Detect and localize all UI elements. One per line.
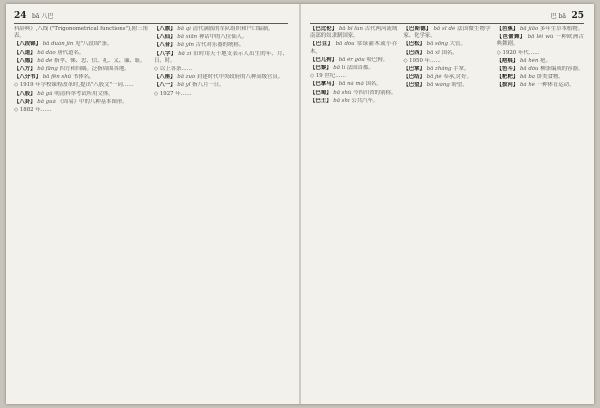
definition: 多年生草本植物。	[539, 26, 584, 32]
headword: 【八座】	[154, 74, 176, 81]
left-page	[6, 4, 296, 404]
headword: 【八段锦】	[14, 41, 41, 48]
right-page-header	[310, 9, 584, 24]
left-page-columns	[14, 26, 288, 398]
pinyin: bá hé	[519, 82, 535, 89]
dictionary-entry	[154, 91, 288, 98]
text-column	[14, 26, 148, 398]
dictionary-entry	[154, 66, 288, 73]
definition: 一种欧洲古典舞剧。	[496, 34, 584, 48]
definition: 清代满族的军队组织和户口编制。	[192, 26, 274, 32]
dictionary-entry	[154, 51, 288, 65]
definition: 公共汽车。	[351, 97, 379, 104]
dictionary-entry	[497, 34, 584, 48]
dictionary-entry	[403, 66, 490, 73]
dictionary-entry	[14, 74, 148, 81]
pinyin: bā lí	[333, 65, 346, 72]
pinyin: bā sōng	[426, 41, 448, 48]
pinyin: bā shì	[333, 97, 350, 104]
definition: 四方和四隅。泛指周围各地。	[59, 66, 130, 73]
pinyin: bā zì	[178, 50, 192, 57]
dictionary-entry	[310, 98, 397, 105]
dictionary-entry	[154, 74, 288, 81]
dictionary-entry	[310, 90, 397, 97]
dictionary-entry	[310, 73, 397, 80]
left-running-head: bā 八巴	[32, 13, 54, 20]
dictionary-entry	[14, 82, 148, 89]
dictionary-entry	[154, 34, 288, 41]
headword: 【八道】	[14, 49, 36, 56]
definition: 明清科举考试所用文体。	[54, 90, 114, 97]
headword: 【巴西】	[403, 49, 425, 56]
headword: 【拔河】	[496, 82, 519, 89]
headword: 【疤痕】	[496, 57, 519, 64]
pinyin: bā guà	[37, 98, 56, 105]
definition: 饼类食物。	[536, 74, 564, 81]
dictionary-entry	[403, 41, 490, 48]
dictionary-entry	[14, 91, 148, 98]
pinyin: bā sī dé	[433, 26, 456, 32]
headword: 【八旗】	[154, 26, 176, 32]
definition: 神话中的八位仙人。	[198, 34, 248, 41]
dictionary-entry	[310, 81, 397, 88]
definition: 疤。	[540, 57, 551, 64]
headword: 【笆斗】	[496, 66, 519, 73]
pinyin: bā zuò	[177, 74, 196, 81]
pinyin: bā dòu	[335, 41, 355, 48]
pinyin: bā qí	[177, 26, 191, 32]
definition: 书体名。	[72, 74, 95, 81]
pinyin: bā jié	[426, 74, 442, 81]
definition: 指孝、悌、忠、信、礼、义、廉、耻。	[54, 57, 146, 64]
definition: 法国微生物学家、化学家。	[403, 26, 491, 40]
headword: 【八德】	[14, 57, 36, 64]
pinyin: bā wàng	[426, 82, 450, 89]
headword: 【巴黎】	[310, 65, 332, 72]
pinyin: bā dǒu	[519, 66, 539, 73]
text-column	[497, 26, 584, 398]
pinyin: bā bǐ lún	[338, 26, 363, 32]
headword: 【八仙】	[154, 34, 176, 41]
dictionary-entry	[310, 26, 397, 40]
dictionary-entry	[403, 26, 490, 40]
headword: 【巴松】	[403, 41, 425, 48]
definition: 盼望。	[451, 82, 468, 89]
dictionary-entry	[403, 74, 490, 81]
definition: 科辞典》,八线 ("Trigonometrical functions"),附三角表。	[14, 26, 148, 40]
definition: ◇ 以上各条……	[154, 66, 193, 73]
headword: 【八分书】	[14, 74, 41, 81]
left-page-number: 24	[14, 11, 27, 21]
dictionary-entry	[497, 58, 584, 65]
definition: 古代两河流域南部的奴隶制国家。	[310, 26, 398, 40]
definition: ◇ 1919 年学校课程改革时,提出"八股文"一词……	[14, 82, 134, 89]
headword: 【八字】	[154, 50, 177, 57]
dictionary-entry	[14, 50, 148, 57]
right-running-head: 巴 bā	[550, 13, 566, 20]
headword: 【巴蜀】	[310, 89, 332, 96]
right-page-number: 25	[571, 11, 584, 21]
dictionary-entry	[14, 107, 148, 114]
headword: 【巴儿狗】	[310, 56, 337, 63]
dictionary-entry	[403, 50, 490, 57]
pinyin: bā yī	[177, 82, 191, 89]
dictionary-entry	[154, 26, 288, 33]
right-page	[302, 4, 592, 404]
headword: 【粑粑】	[496, 74, 519, 81]
open-book	[6, 4, 594, 404]
pinyin: bā duàn jǐn	[42, 41, 74, 48]
definition: 常绿灌木或小乔木。	[310, 41, 398, 55]
dictionary-entry	[14, 26, 148, 40]
dictionary-entry	[497, 66, 584, 73]
definition: 封建时代中央政府的八种高级官员。	[196, 74, 284, 81]
dictionary-entry	[310, 57, 397, 64]
definition: 奉承,讨好。	[443, 74, 472, 81]
definition: ◇ 19 世纪……	[310, 73, 346, 80]
definition: 哈巴狗。	[366, 56, 389, 63]
definition: 古代对乐器的统称。	[195, 42, 245, 49]
headword: 【巴拿马】	[310, 81, 337, 88]
pinyin: bā ér gǒu	[338, 56, 365, 63]
text-column	[310, 26, 397, 398]
definition: 唐代道名。	[57, 49, 85, 56]
dictionary-entry	[14, 66, 148, 73]
book-gutter	[299, 4, 301, 404]
definition: ◇ 1927 年……	[154, 90, 192, 97]
definition: 手掌。	[453, 66, 470, 73]
definition: 《周易》中的八种基本图形。	[57, 98, 128, 105]
definition: 旧时用天干地支表示人出生的年、月、日、时。	[154, 50, 288, 64]
dictionary-entry	[14, 41, 148, 48]
pinyin: bā lěi wǔ	[527, 34, 554, 41]
headword: 【巴结】	[403, 74, 425, 81]
pinyin: bā hén	[519, 57, 539, 64]
definition: 一种体育运动。	[536, 82, 575, 89]
left-page-header	[14, 9, 288, 24]
definition: ◇ 1950 年……	[403, 57, 441, 64]
text-column	[403, 26, 490, 398]
definition: 国名。	[441, 49, 458, 56]
pinyin: bā dé	[37, 57, 53, 64]
text-column	[154, 26, 288, 398]
definition: 国名。	[365, 81, 382, 88]
pinyin: bā xiān	[177, 34, 198, 41]
headword: 【巴斯德】	[403, 26, 432, 32]
headword: 【巴豆】	[310, 41, 334, 48]
dictionary-entry	[154, 42, 288, 49]
right-page-columns	[310, 26, 584, 398]
definition: ◇ 1882 年……	[14, 107, 52, 114]
dictionary-entry	[497, 26, 584, 33]
headword: 【八股】	[14, 90, 36, 97]
pinyin: bā ná mǎ	[338, 81, 364, 88]
headword: 【巴比伦】	[310, 26, 338, 32]
definition: 柳条编成的容器。	[540, 66, 584, 73]
pinyin: bā fāng	[37, 66, 58, 73]
headword: 【八音】	[154, 42, 176, 49]
dictionary-entry	[310, 41, 397, 55]
pinyin: bā shǔ	[333, 89, 352, 96]
pinyin: bā fēn shū	[42, 74, 72, 81]
headword: 【八方】	[14, 66, 36, 73]
definition: 指八月一日。	[192, 82, 225, 89]
dictionary-entry	[403, 58, 490, 65]
headword: 【八卦】	[14, 98, 36, 105]
pinyin: bā gǔ	[37, 90, 53, 97]
dictionary-entry	[310, 65, 397, 72]
definition: 今四川省的别称。	[353, 89, 397, 96]
definition: 法国首都。	[346, 65, 374, 72]
headword: 【巴望】	[403, 82, 425, 89]
definition: 大管。	[449, 41, 466, 48]
headword: 【芭蕉】	[496, 26, 519, 32]
headword: 【巴士】	[310, 97, 332, 104]
dictionary-entry	[497, 82, 584, 89]
dictionary-entry	[497, 50, 584, 57]
definition: 见"八段锦"条。	[74, 41, 113, 48]
headword: 【八一】	[154, 82, 176, 89]
pinyin: bā xī	[426, 49, 440, 56]
definition: ◇ 1920 年代……	[496, 49, 540, 56]
pinyin: bā yīn	[177, 42, 194, 49]
headword: 【芭蕾舞】	[496, 34, 526, 41]
pinyin: bā jiāo	[519, 26, 539, 32]
pinyin: bā dào	[37, 49, 56, 56]
headword: 【巴掌】	[403, 66, 425, 73]
dictionary-entry	[14, 99, 148, 106]
dictionary-entry	[14, 58, 148, 65]
pinyin: bā ba	[519, 74, 535, 81]
dictionary-entry	[497, 74, 584, 81]
dictionary-entry	[403, 82, 490, 89]
pinyin: bā zhǎng	[426, 66, 452, 73]
dictionary-entry	[154, 82, 288, 89]
